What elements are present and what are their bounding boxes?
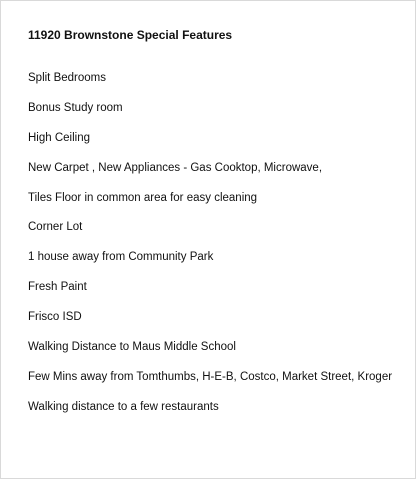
feature-item: Frisco ISD xyxy=(28,311,82,324)
feature-item: Bonus Study room xyxy=(28,101,123,114)
feature-item: Few Mins away from Tomthumbs, H-E-B, Costco, Market Street, Kroger xyxy=(28,370,393,383)
feature-item: New Carpet , New Appliances - Gas Cooktop, Microwave, xyxy=(28,161,323,174)
feature-item: 1 house away from Community Park xyxy=(28,251,214,264)
feature-item: Walking distance to a few restaurants xyxy=(28,400,219,413)
feature-item: Corner Lot xyxy=(28,221,83,234)
document-title: 11920 Brownstone Special Features xyxy=(28,28,233,42)
feature-item: Walking Distance to Maus Middle School xyxy=(28,341,236,354)
feature-item: Fresh Paint xyxy=(28,281,87,294)
feature-item: High Ceiling xyxy=(28,131,91,144)
feature-list xyxy=(28,71,392,430)
feature-item: Tiles Floor in common area for easy cleaning xyxy=(28,191,258,204)
feature-item: Split Bedrooms xyxy=(28,72,106,84)
